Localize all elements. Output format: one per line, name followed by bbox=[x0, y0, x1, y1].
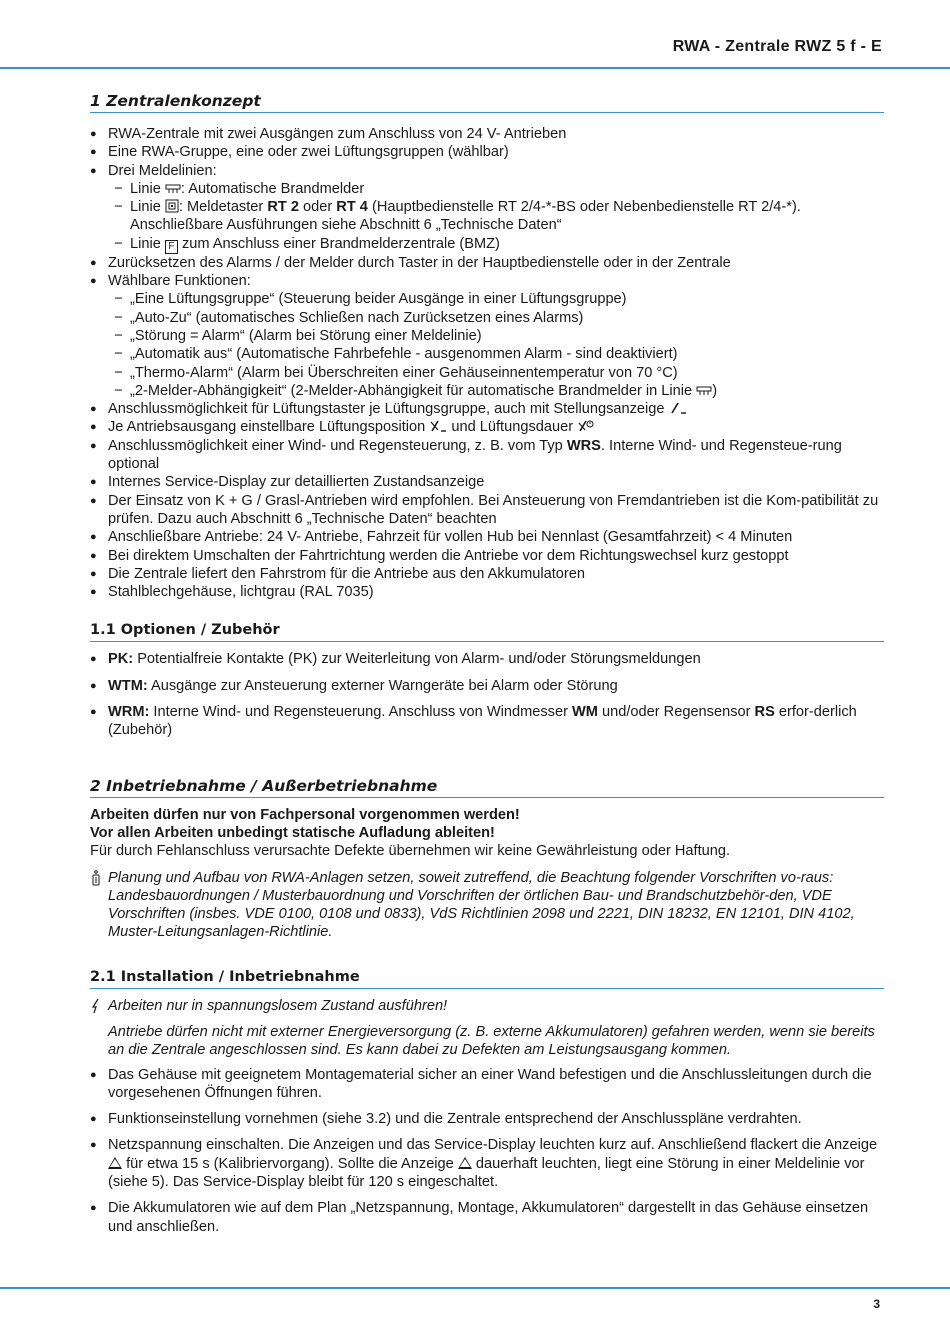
list-item: ● Internes Service-Display zur detaillierten Zustandsanzeige bbox=[90, 473, 884, 491]
list-item bbox=[90, 418, 884, 436]
linie-2-reference: Anschließbare Ausführungen siehe Abschnitt 6 „Technische Daten“ bbox=[130, 217, 562, 234]
list-item bbox=[108, 180, 884, 198]
list-item: ● Die Akkumulatoren wie auf dem Plan „Netzspannung, Montage, Akkumulatoren“ dargestellt in das Gehäuse einsetzen und anschließen. bbox=[90, 1199, 884, 1236]
list-item: − „Thermo-Alarm“ (Alarm bei Überschreiten einer Gehäuseinnentemperatur von 70 °C) bbox=[108, 364, 884, 382]
section-2-heading: 2 Inbetriebnahme / Außerbetriebnahme bbox=[90, 777, 884, 798]
section-2-1-heading: 2.1 Installation / Inbetriebnahme bbox=[90, 968, 884, 989]
list-item: ● Eine RWA-Gruppe, eine oder zwei Lüftungsgruppen (wählbar) bbox=[90, 143, 884, 161]
wtm-label: WTM: bbox=[108, 677, 148, 694]
wrm-text: Interne Wind- und Regensteuerung. Anschluss von Windmesser bbox=[153, 704, 568, 721]
ventilation-position-icon bbox=[429, 419, 447, 433]
list-item: ● Anschließbare Antriebe: 24 V- Antriebe, Fahrzeit für vollen Hub bei Nennlast (Gesamtfahrzeit) < 4 Minuten bbox=[90, 528, 884, 546]
wrm-text: und/oder Regensensor bbox=[602, 704, 751, 721]
list-item: ● Funktionseinstellung vornehmen (siehe 3.2) und die Zentrale entsprechend der Anschlusspläne verdrahten. bbox=[90, 1110, 884, 1128]
list-item-text: . Interne Wind- und Regensteue-rung optional bbox=[108, 437, 842, 473]
list-item bbox=[90, 1136, 884, 1191]
list-item: ● Das Gehäuse mit geeignetem Montagematerial sicher an einer Wand befestigen und die Anschlussleitungen durch die vorgesehenen Öffnungen führen. bbox=[90, 1066, 884, 1103]
list-item bbox=[90, 650, 884, 668]
list-item: − „Störung = Alarm“ (Alarm bei Störung einer Meldelinie) bbox=[108, 327, 884, 345]
list-item: − „Auto-Zu“ (automatisches Schließen nach Zurücksetzen eines Alarms) bbox=[108, 309, 884, 327]
manual-call-point-icon bbox=[165, 199, 179, 213]
warning-text: Arbeiten dürfen nur von Fachpersonal vorgenommen werden! bbox=[90, 806, 520, 823]
page-content bbox=[90, 92, 884, 1236]
ventilation-button-icon bbox=[669, 401, 687, 415]
installation-list bbox=[90, 1066, 884, 1236]
smoke-detector-icon bbox=[696, 385, 712, 397]
list-item bbox=[108, 235, 884, 254]
list-item-text: Drei Meldelinien: bbox=[108, 162, 217, 179]
linie-2-detail: (Hauptbedienstelle RT 2/4-*-BS oder Nebenbedienstelle RT 2/4-*). bbox=[371, 199, 801, 216]
rs-label: RS bbox=[754, 704, 775, 721]
section-1-heading: 1 Zentralenkonzept bbox=[90, 92, 884, 113]
header-rule bbox=[0, 67, 950, 69]
list-item: ● RWA-Zentrale mit zwei Ausgängen zum Anschluss von 24 V- Antrieben bbox=[90, 125, 884, 143]
list-item bbox=[108, 382, 884, 400]
list-item: ● Stahlblechgehäuse, lichtgrau (RAL 7035) bbox=[90, 583, 884, 601]
list-item: ● Zurücksetzen des Alarms / der Melder durch Taster in der Hauptbedienstelle oder in der Zentrale bbox=[90, 254, 884, 272]
section-1-list bbox=[90, 125, 884, 601]
oder-text: oder bbox=[303, 199, 333, 216]
info-note bbox=[90, 869, 884, 942]
bmz-box-icon: F bbox=[165, 240, 178, 254]
meldelinien-list bbox=[108, 180, 884, 254]
smoke-detector-icon bbox=[165, 183, 181, 195]
caution-lightning-icon bbox=[90, 998, 102, 1014]
list-item: ● Die Zentrale liefert den Fahrstrom für die Antriebe aus den Akkumulatoren bbox=[90, 565, 884, 583]
caution-text: Arbeiten nur in spannungslosem Zustand ausführen! bbox=[108, 997, 448, 1014]
wrm-text: erfor-derlich (Zubehör) bbox=[108, 704, 857, 739]
rt4-label: RT 4 bbox=[336, 199, 368, 216]
list-item bbox=[90, 162, 884, 254]
document-header-title: RWA - Zentrale RWZ 5 f - E bbox=[672, 38, 882, 55]
warning-triangle-icon bbox=[458, 1157, 472, 1169]
list-item bbox=[90, 677, 884, 695]
list-item-text: für etwa 15 s (Kalibriervorgang). Sollte die Anzeige bbox=[126, 1155, 454, 1172]
wrs-label: WRS bbox=[566, 437, 601, 454]
list-item: ● Der Einsatz von K + G / Grasl-Antrieben wird empfohlen. Bei Ansteuerung von Fremdantrieben ist die Kom-patibilität zu prüfen. Dazu auch Abschnitt 6 „Technische Daten“ beachten bbox=[90, 492, 884, 529]
list-item-text: Anschlussmöglichkeit einer Wind- und Regensteuerung, z. B. vom Typ bbox=[108, 437, 563, 454]
list-item: − „Automatik aus“ (Automatische Fahrbefehle - ausgenommen Alarm - sind deaktiviert) bbox=[108, 345, 884, 363]
closing-paren: ) bbox=[712, 382, 718, 399]
options-list bbox=[90, 650, 884, 739]
list-item-text: Je Antriebsausgang einstellbare Lüftungsposition bbox=[108, 419, 426, 436]
wm-label: WM bbox=[572, 704, 598, 721]
pk-label: PK: bbox=[108, 651, 134, 668]
linie-label: Linie bbox=[130, 199, 161, 216]
caution-note bbox=[90, 997, 884, 1060]
list-item-text: dauerhaft leuchten, liegt eine Störung in einer Meldelinie vor (siehe 5). Das Service-Display bleibt für 120 s eingeschaltet. bbox=[108, 1155, 865, 1191]
footer-rule bbox=[0, 1287, 950, 1289]
wtm-text: Ausgänge zur Ansteuerung externer Warngeräte bei Alarm oder Störung bbox=[150, 677, 618, 694]
list-item bbox=[90, 272, 884, 400]
list-item: − „Eine Lüftungsgruppe“ (Steuerung beider Ausgänge in einer Lüftungsgruppe) bbox=[108, 290, 884, 308]
linie-2-text: : Meldetaster bbox=[178, 199, 264, 216]
list-item-text: „2-Melder-Abhängigkeit“ (2-Melder-Abhängigkeit für automatische Brandmelder in Linie bbox=[130, 382, 693, 399]
page-number: 3 bbox=[873, 1297, 880, 1311]
warning-text: Vor allen Arbeiten unbedingt statische Aufladung ableiten! bbox=[90, 824, 495, 841]
list-item-text: Anschlussmöglichkeit für Lüftungstaster je Lüftungsgruppe, auch mit Stellungsanzeige bbox=[108, 401, 665, 418]
list-item bbox=[90, 400, 884, 418]
list-item bbox=[90, 703, 884, 740]
wrm-label: WRM: bbox=[108, 704, 150, 721]
list-item-text: Netzspannung einschalten. Die Anzeigen und das Service-Display leuchten kurz auf. Anschließend flackert die Anzeige bbox=[108, 1137, 878, 1154]
linie-label: Linie bbox=[130, 180, 161, 197]
linie-3-text: zum Anschluss einer Brandmelderzentrale (BMZ) bbox=[181, 235, 500, 252]
linie-1-text: : Automatische Brandmelder bbox=[180, 180, 365, 197]
warning-triangle-icon bbox=[108, 1157, 122, 1169]
list-item bbox=[108, 198, 884, 235]
caution-detail: Antriebe dürfen nicht mit externer Energieversorgung (z. B. externe Akkumulatoren) gefahren werden, wenn sie bereits an die Zentrale angeschlossen sind. Es kann dabei zu Defekten am Leistungsausgang kommen. bbox=[108, 1023, 875, 1059]
list-item-text: und Lüftungsdauer bbox=[451, 419, 574, 436]
list-item-text: Wählbare Funktionen: bbox=[108, 273, 251, 290]
info-text: Planung und Aufbau von RWA-Anlagen setzen, soweit zutreffend, die Beachtung folgender Vorschriften vo-raus: Landesbauordnungen / Musterbauordnung und Vorschriften der örtlichen Bau- und Brandschutzbehör-den, VDE Vorschriften (insbes. VDE 0100, 0108 und 0833), VdS Richtlinien 2098 und 2221, DIN 18232, EN 12101, DIN 4102, Muster-Leitungsanlagen-Richtlinie. bbox=[108, 869, 855, 941]
list-item bbox=[90, 437, 884, 474]
section-1-1-heading: 1.1 Optionen / Zubehör bbox=[90, 621, 884, 642]
functions-list bbox=[108, 290, 884, 400]
pk-text: Potentialfreie Kontakte (PK) zur Weiterleitung von Alarm- und/oder Störungsmeldungen bbox=[137, 651, 701, 668]
ventilation-timer-icon bbox=[577, 419, 595, 433]
rt2-label: RT 2 bbox=[267, 199, 299, 216]
liability-text: Für durch Fehlanschluss verursachte Defekte übernehmen wir keine Gewährleistung oder Haftung. bbox=[90, 843, 731, 860]
list-item: ● Bei direktem Umschalten der Fahrtrichtung werden die Antriebe vor dem Richtungswechsel kurz gestoppt bbox=[90, 547, 884, 565]
linie-label: Linie bbox=[130, 235, 161, 252]
info-hand-icon bbox=[90, 870, 102, 886]
warning-block bbox=[90, 806, 884, 861]
